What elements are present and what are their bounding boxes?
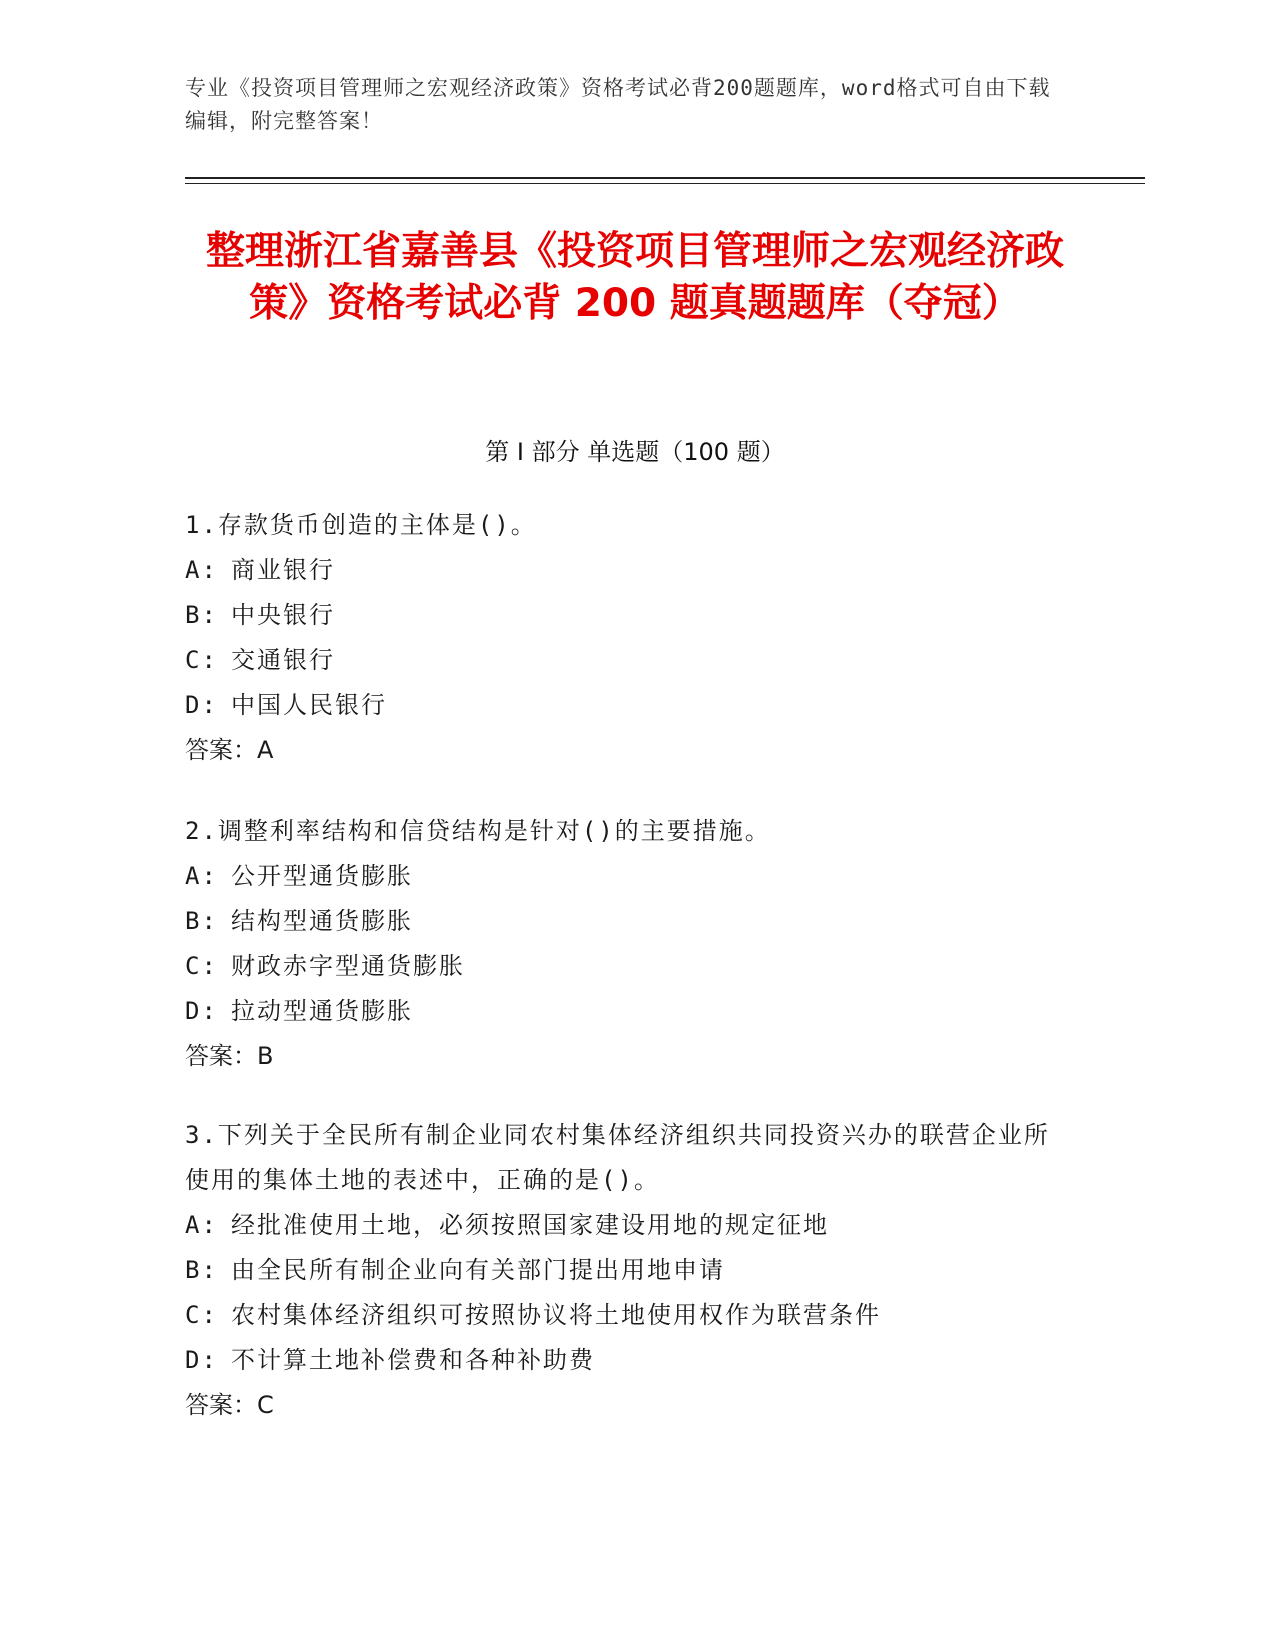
option-key: B: — [185, 1256, 218, 1284]
document-header-note: 专业《投资项目管理师之宏观经济政策》资格考试必背200题题库，word格式可自由下载编辑，附完整答案！ — [185, 76, 1051, 133]
option-text: 财政赤字型通货膨胀 — [231, 952, 465, 980]
question-stem: 3.下列关于全民所有制企业同农村集体经济组织共同投资兴办的联营企业所使用的集体土地的表述中，正确的是()。 — [185, 1121, 1050, 1194]
option-key: A: — [185, 862, 218, 890]
option-key: B: — [185, 907, 218, 935]
option-text: 由全民所有制企业向有关部门提出用地申请 — [231, 1256, 725, 1284]
option-text: 拉动型通货膨胀 — [231, 997, 413, 1025]
option-key: C: — [185, 1301, 218, 1329]
option-text: 不计算土地补偿费和各种补助费 — [231, 1346, 595, 1374]
option-text: 交通银行 — [231, 646, 335, 674]
option-text: 中央银行 — [231, 601, 335, 629]
question-1 — [185, 503, 1065, 773]
question-stem: 2.调整利率结构和信贷结构是针对()的主要措施。 — [185, 817, 771, 845]
option-d — [185, 683, 1065, 728]
document-title: 整理浙江省嘉善县《投资项目管理师之宏观经济政策》资格考试必背 200 题真题题库（夺冠） — [205, 229, 1064, 326]
option-c — [185, 944, 1065, 989]
question-2 — [185, 809, 1065, 1079]
option-a — [185, 854, 1065, 899]
option-d — [185, 989, 1065, 1034]
option-c — [185, 638, 1065, 683]
option-b — [185, 593, 1065, 638]
option-key: D: — [185, 691, 218, 719]
option-key: A: — [185, 1211, 218, 1239]
option-d — [185, 1338, 1065, 1383]
option-text: 经批准使用土地，必须按照国家建设用地的规定征地 — [231, 1211, 829, 1239]
answer-line: 答案：C — [185, 1391, 274, 1419]
option-text: 公开型通货膨胀 — [231, 862, 413, 890]
option-key: C: — [185, 952, 218, 980]
option-text: 中国人民银行 — [231, 691, 387, 719]
question-3 — [185, 1113, 1065, 1428]
option-text: 结构型通货膨胀 — [231, 907, 413, 935]
header-divider-thin — [185, 183, 1145, 184]
header-divider-thick — [185, 177, 1145, 179]
option-key: C: — [185, 646, 218, 674]
question-stem: 1.存款货币创造的主体是()。 — [185, 511, 537, 539]
option-text: 农村集体经济组织可按照协议将土地使用权作为联营条件 — [231, 1301, 881, 1329]
section-title: 第 I 部分 单选题（100 题） — [485, 438, 785, 466]
option-b — [185, 1248, 1065, 1293]
option-c — [185, 1293, 1065, 1338]
option-key: D: — [185, 997, 218, 1025]
option-a — [185, 1203, 1065, 1248]
option-key: D: — [185, 1346, 218, 1374]
option-key: B: — [185, 601, 218, 629]
option-text: 商业银行 — [231, 556, 335, 584]
answer-line: 答案：B — [185, 1042, 274, 1070]
option-a — [185, 548, 1065, 593]
option-b — [185, 899, 1065, 944]
answer-line: 答案：A — [185, 736, 274, 764]
option-key: A: — [185, 556, 218, 584]
